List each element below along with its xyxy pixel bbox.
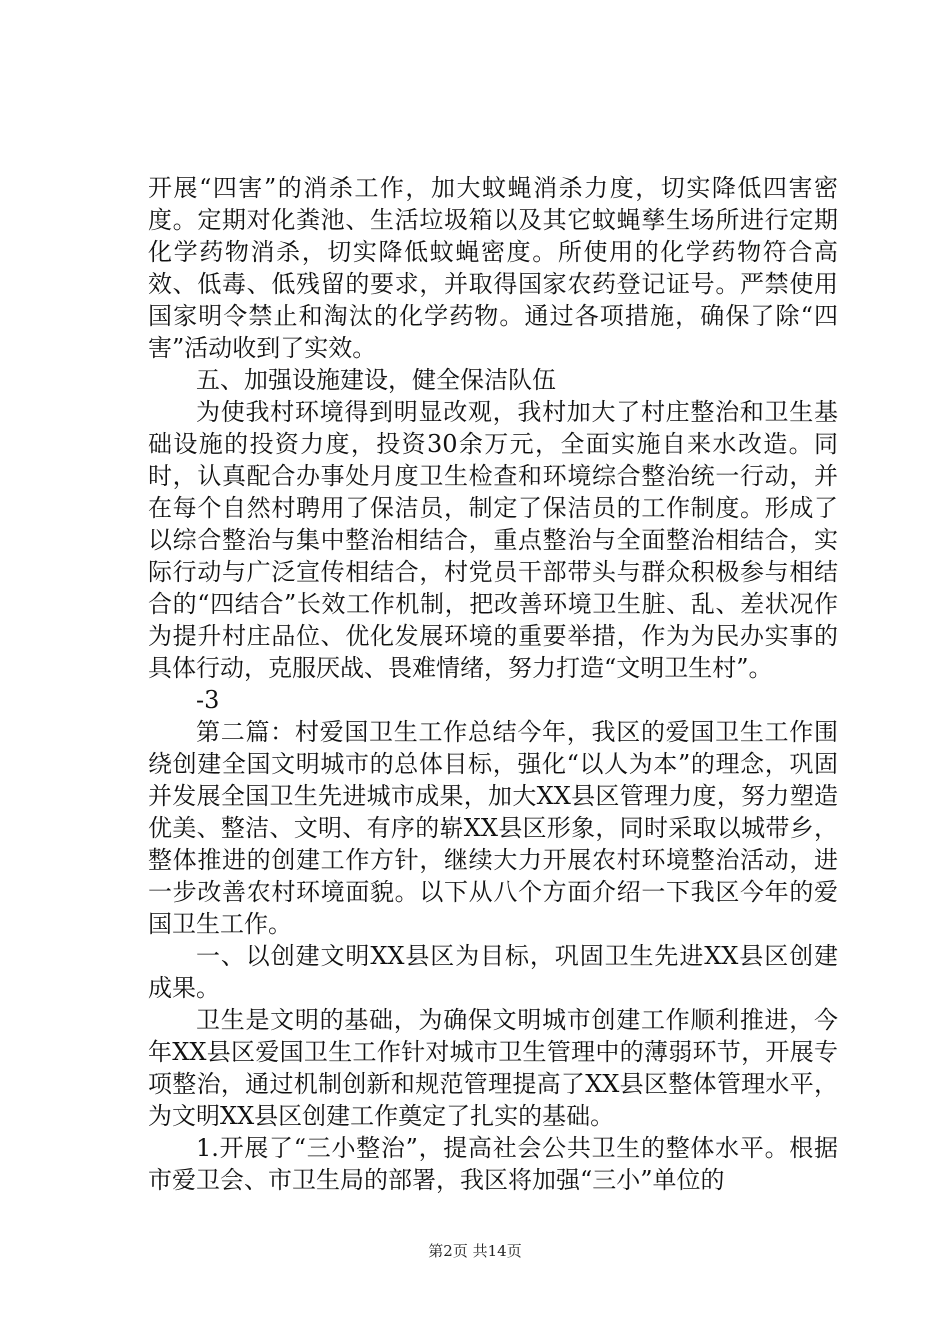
- paragraph-disinfection: 开展“四害”的消杀工作，加大蚊蝇消杀力度，切实降低四害密度。定期对化粪池、生活垃圾箱以及其它蚊蝇孳生场所进行定期化学药物消杀，切实降低蚊蝇密度。所使用的化学药物符合高效、低毒、低残留的要求，并取得国家农药登记证号。严禁使用国家明令禁止和淘汰的化学药物。通过各项措施，确保了除“四害”活动收到了实效。: [148, 174, 838, 362]
- paragraph-second-article: 第二篇：村爱国卫生工作总结今年，我区的爱国卫生工作围绕创建全国文明城市的总体目标，强化“以人为本”的理念，巩固并发展全国卫生先进城市成果，加大XX县区管理力度，努力塑造优美、整洁、文明、有序的崭XX县区形象，同时采取以城带乡，整体推进的创建工作方针，继续大力开展农村环境整治活动，进一步改善农村环境面貌。以下从八个方面介绍一下我区今年的爱国卫生工作。: [148, 718, 838, 938]
- paragraph-three-small: 1.开展了“三小整治”，提高社会公共卫生的整体水平。根据市爱卫会、市卫生局的部署，我区将加强“三小”单位的: [148, 1134, 838, 1194]
- section-heading-five: 五、加强设施建设，健全保洁队伍: [196, 366, 556, 394]
- paragraph-facilities: 为使我村环境得到明显改观，我村加大了村庄整治和卫生基础设施的投资力度，投资30余万元，全面实施自来水改造。同时，认真配合办事处月度卫生检查和环境综合整治统一行动，并在每个自然村聘用了保洁员，制定了保洁员的工作制度。形成了以综合整治与集中整治相结合，重点整治与全面整治相结合，实际行动与广泛宣传相结合，村党员干部带头与群众积极参与相结合的“四结合”长效工作机制，把改善环境卫生脏、乱、差状况作为提升村庄品位、优化发展环境的重要举措，作为为民办实事的具体行动，克服厌战、畏难情绪，努力打造“文明卫生村”。: [148, 398, 838, 682]
- section-heading-one: 一、以创建文明XX县区为目标，巩固卫生先进XX县区创建成果。: [148, 942, 838, 1002]
- page-footer: 第2页 共14页: [428, 1242, 522, 1260]
- paragraph-hygiene-basis: 卫生是文明的基础，为确保文明城市创建工作顺利推进，今年XX县区爱国卫生工作针对城市卫生管理中的薄弱环节，开展专项整治，通过机制创新和规范管理提高了XX县区整体管理水平，为文明XX县区创建工作奠定了扎实的基础。: [148, 1006, 838, 1130]
- page-marker: -3: [196, 686, 220, 714]
- document-body: [148, 172, 838, 1196]
